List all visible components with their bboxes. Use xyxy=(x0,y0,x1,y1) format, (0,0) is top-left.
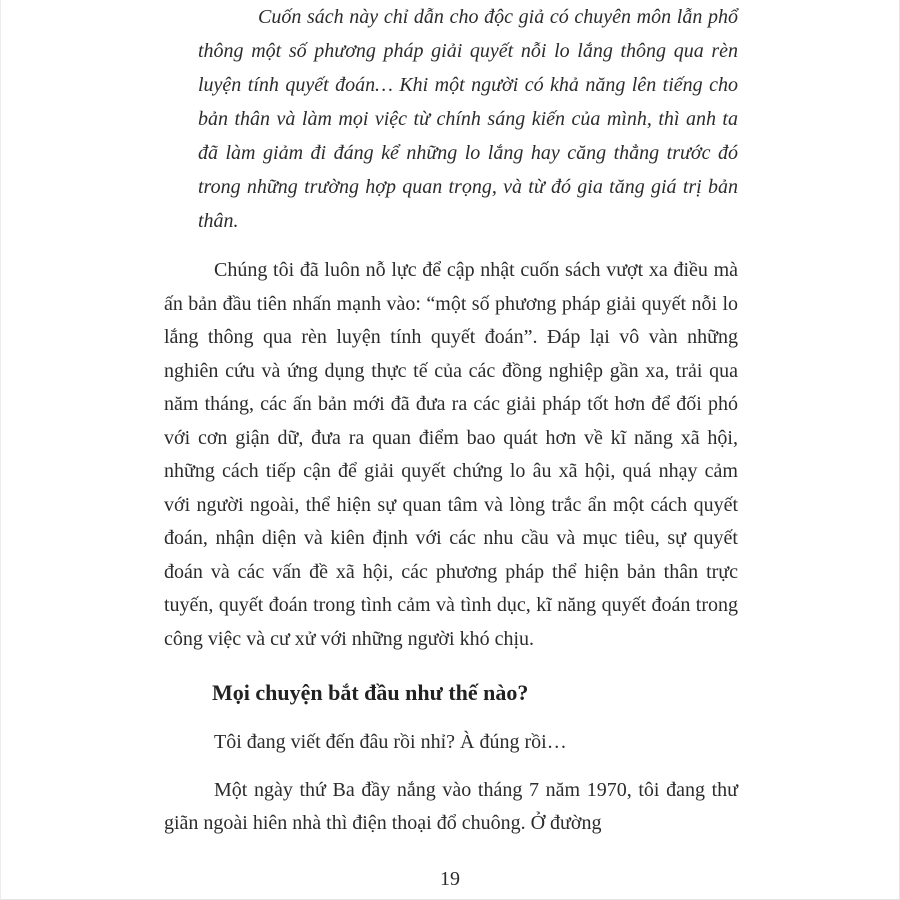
paragraph-where-was-i: Tôi đang viết đến đâu rồi nhỉ? À đúng rồi… xyxy=(214,731,567,753)
paragraph-sunny-tuesday: Một ngày thứ Ba đầy nắng vào tháng 7 năm 1970, tôi đang thư giãn ngoài hiên nhà thì điện thoại đổ chuông. Ở đường xyxy=(164,778,738,834)
paragraph-updates: Chúng tôi đã luôn nỗ lực để cập nhật cuốn sách vượt xa điều mà ấn bản đầu tiên nhấn mạnh vào: “một số phương pháp giải quyết nỗi lo lắng thông qua rèn luyện tính quyết đoán”. Đáp lại vô vàn những nghiên cứu và ứng dụng thực tế của các đồng nghiệp gần xa, trải qua năm tháng, các ấn bản mới đã đưa ra các giải pháp tốt hơn để đối phó với cơn giận dữ, đưa ra quan điểm bao quát hơn về kĩ năng xã hội, những cách tiếp cận để giải quyết chứng lo âu xã hội, quá nhạy cảm với người ngoài, thể hiện sự quan tâm và lòng trắc ẩn một cách quyết đoán, nhận diện và kiên định với các nhu cầu và mục tiêu, sự quyết đoán và các vấn đề xã hội, các phương pháp thể hiện bản thân trực tuyến, quyết đoán trong tình cảm và tình dục, kĩ năng quyết đoán trong công việc và cư xử với những người khó chịu. xyxy=(164,259,738,650)
epigraph-quote: Cuốn sách này chỉ dẫn cho độc giả có chuyên môn lẫn phổ thông một số phương pháp giải quyết nỗi lo lắng thông qua rèn luyện tính quyết đoán… Khi một người có khả năng lên tiếng cho bản thân và làm mọi việc từ chính sáng kiến của mình, thì anh ta đã làm giảm đi đáng kể những lo lắng hay căng thẳng trước đó trong những trường hợp quan trọng, và từ đó gia tăng giá trị bản thân. xyxy=(198,6,738,232)
section-heading: Mọi chuyện bắt đầu như thế nào? xyxy=(212,680,529,705)
page-content xyxy=(164,0,738,841)
page-number: 19 xyxy=(440,868,460,890)
